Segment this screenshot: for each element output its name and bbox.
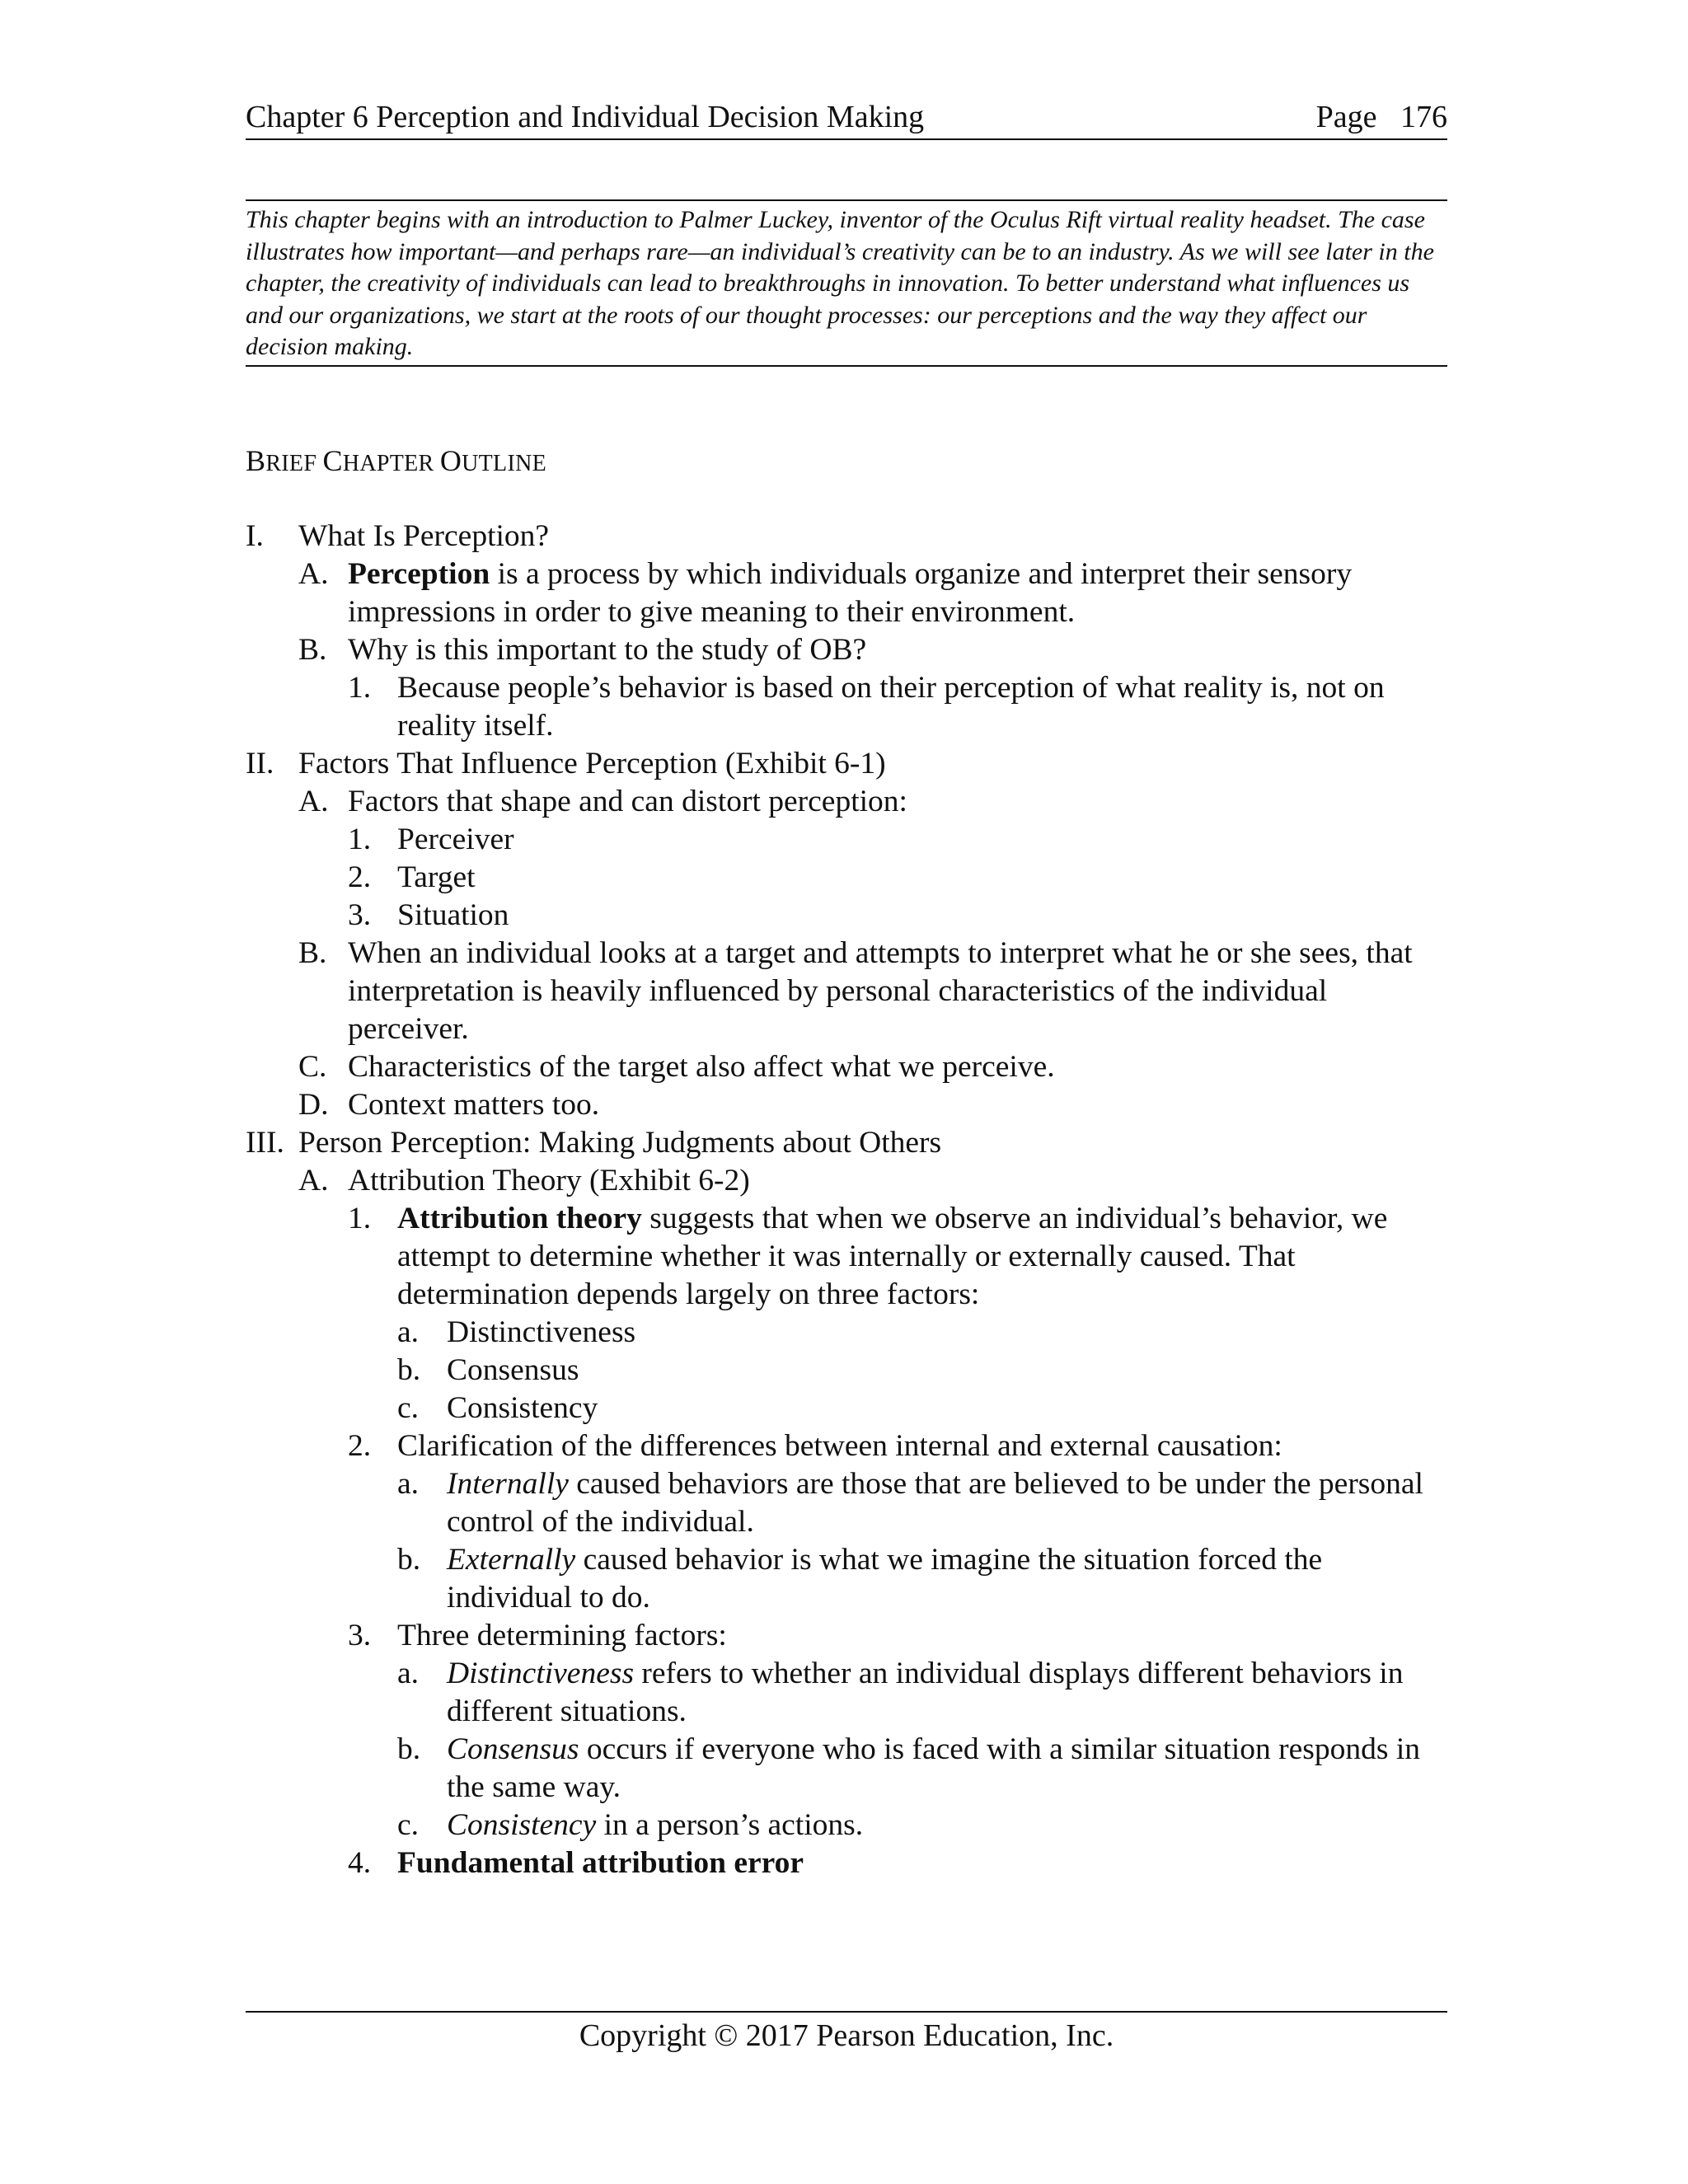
outline-item — [246, 1314, 1449, 1352]
outline-marker: A. — [298, 557, 329, 591]
outline-item — [246, 1465, 1449, 1541]
outline-item — [246, 1086, 1449, 1124]
emphasis-term: Externally — [447, 1543, 576, 1577]
outline-text: Attribution Theory (Exhibit 6-2) — [348, 1164, 750, 1197]
outline-item — [246, 631, 1449, 669]
outline-item — [246, 1390, 1449, 1427]
outline-item — [246, 897, 1449, 935]
outline-item — [246, 783, 1449, 821]
outline-item — [246, 821, 1449, 859]
outline-marker: C. — [298, 1050, 327, 1084]
emphasis-term: Distinctiveness — [447, 1657, 635, 1690]
outline-marker: B. — [298, 936, 327, 970]
outline-marker: I. — [246, 519, 264, 553]
outline-text: Three determining factors: — [397, 1619, 727, 1652]
outline-marker: 4. — [348, 1846, 372, 1880]
outline-marker: 3. — [348, 1619, 372, 1652]
outline-marker: b. — [397, 1353, 421, 1387]
outline-item — [246, 1807, 1449, 1844]
outline-text: Factors that shape and can distort perception: — [348, 785, 907, 818]
emphasis-term: Consensus — [447, 1732, 579, 1766]
outline-marker: 1. — [348, 671, 372, 705]
page-header — [246, 97, 1447, 140]
outline-item — [246, 1541, 1449, 1617]
outline-marker: III. — [246, 1126, 284, 1160]
outline-item — [246, 745, 1449, 783]
outline-item — [246, 518, 1449, 555]
outline-marker: c. — [397, 1808, 420, 1842]
outline-text: Person Perception: Making Judgments about Others — [298, 1126, 942, 1160]
outline-text: Consistency — [447, 1391, 598, 1425]
outline-text: is a process by which individuals organize and interpret their sensory impressions in order to give meaning to their environment. — [348, 557, 1353, 629]
outline-marker: c. — [397, 1391, 420, 1425]
outline-item — [246, 1124, 1449, 1162]
outline-item — [246, 1352, 1449, 1390]
footer-divider — [246, 2011, 1447, 2013]
outline-marker: a. — [397, 1315, 420, 1349]
outline-text: Clarification of the differences between internal and external causation: — [397, 1429, 1282, 1463]
outline-marker: a. — [397, 1657, 420, 1690]
outline-item — [246, 859, 1449, 897]
outline-marker: b. — [397, 1543, 421, 1577]
outline-text: refers to whether an individual displays different behaviors in different situations. — [447, 1657, 1404, 1728]
outline-item — [246, 555, 1449, 631]
outline-item — [246, 1617, 1449, 1655]
outline-text: caused behavior is what we imagine the situation forced the individual to do. — [447, 1543, 1323, 1615]
outline-marker: b. — [397, 1732, 421, 1766]
outline-text: Perceiver — [397, 823, 514, 856]
outline-item — [246, 1655, 1449, 1731]
outline-heading: BRIEF CHAPTER OUTLINE — [246, 444, 547, 477]
outline-item — [246, 1162, 1449, 1200]
outline-text: Context matters too. — [348, 1088, 600, 1122]
outline-text: Situation — [397, 898, 509, 932]
outline-text: suggests that when we observe an individual’s behavior, we attempt to determine whether it was internally or externally caused. That determination depends largely on three factors: — [397, 1202, 1388, 1311]
chapter-title: Chapter 6 Perception and Individual Decision Making — [246, 100, 925, 134]
outline-marker: II. — [246, 747, 274, 780]
outline-text: occurs if everyone who is faced with a similar situation responds in the same way. — [447, 1732, 1421, 1804]
outline-marker: 2. — [348, 860, 372, 894]
key-term: Fundamental attribution error — [397, 1846, 804, 1880]
outline-marker: 1. — [348, 1202, 372, 1235]
outline-marker: B. — [298, 633, 327, 667]
outline-text: caused behaviors are those that are believed to be under the personal control of the individual. — [447, 1467, 1423, 1539]
key-term: Attribution theory — [397, 1202, 642, 1235]
outline-text: Characteristics of the target also affect what we perceive. — [348, 1050, 1055, 1084]
outline-item — [246, 1427, 1449, 1465]
outline-text: in a person’s actions. — [596, 1808, 864, 1842]
outline-item — [246, 1200, 1449, 1314]
outline-marker: D. — [298, 1088, 329, 1122]
outline-text: Because people’s behavior is based on their perception of what reality is, not on reality itself. — [397, 671, 1385, 743]
outline-marker: A. — [298, 785, 329, 818]
outline-text: Consensus — [447, 1353, 579, 1387]
page-number: Page 176 — [1315, 100, 1447, 134]
chapter-intro: This chapter begins with an introduction to Palmer Luckey, inventor of the Oculus Rift virtual reality headset. The case illustrates how important—and perhaps rare—an individual’s creativity can be to an industry. As we will see later in the chapter, the creativity of individuals can lead to breakthroughs in innovation. To better understand what influences us and our organizations, we start at the roots of our thought processes: our perceptions and the way they affect our decision making. — [246, 199, 1447, 367]
outline-text: What Is Perception? — [298, 519, 550, 553]
outline-marker: a. — [397, 1467, 420, 1501]
outline-item — [246, 1844, 1449, 1882]
outline-marker: 1. — [348, 823, 372, 856]
key-term: Perception — [348, 557, 490, 591]
emphasis-term: Internally — [447, 1467, 569, 1501]
outline-text: Distinctiveness — [447, 1315, 636, 1349]
outline-marker: 3. — [348, 898, 372, 932]
chapter-outline — [246, 518, 1449, 1882]
outline-text: Factors That Influence Perception (Exhibit 6-1) — [298, 747, 886, 780]
outline-text: Target — [397, 860, 476, 894]
outline-item — [246, 669, 1449, 745]
outline-text: Why is this important to the study of OB? — [348, 633, 867, 667]
outline-item — [246, 935, 1449, 1048]
emphasis-term: Consistency — [447, 1808, 597, 1842]
outline-text: When an individual looks at a target and attempts to interpret what he or she sees, that interpretation is heavily influenced by personal characteristics of the individual perceiver. — [348, 936, 1413, 1046]
outline-item — [246, 1048, 1449, 1086]
outline-marker: A. — [298, 1164, 329, 1197]
outline-item — [246, 1731, 1449, 1807]
outline-marker: 2. — [348, 1429, 372, 1463]
copyright-footer: Copyright © 2017 Pearson Education, Inc. — [579, 2018, 1114, 2053]
